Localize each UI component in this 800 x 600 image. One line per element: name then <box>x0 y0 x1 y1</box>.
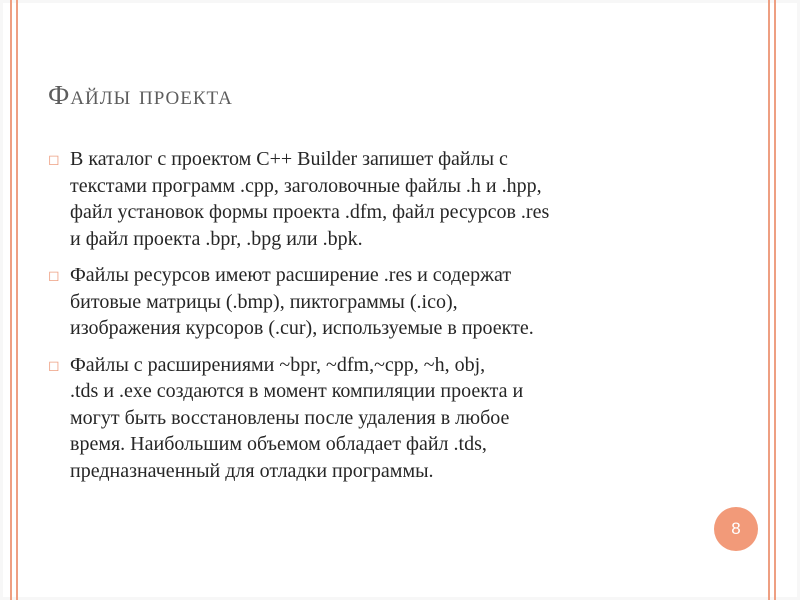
bullet-text: Файлы с расширениями ~bpr, ~dfm,~cpp, ~h, obj, .tds и .exe создаются в момент компиляции проекта и могут быть восстановлены после удаления в любое время. Наибольшим объемом обладает файл .tds, предназначенный для отладки программы. <box>70 353 524 482</box>
slide-title: Файлы проекта <box>48 80 233 110</box>
left-border-line-inner <box>16 0 18 600</box>
bullet-text: Файлы ресурсов имеют расширение .res и содержат битовые матрицы (.bmp), пиктограммы (.ico), изображения курсоров (.cur), используемые в проекте. <box>70 264 534 339</box>
right-border-line-inner <box>768 0 770 600</box>
square-bullet-icon: ◻ <box>48 358 60 374</box>
bullet-item-3 <box>48 352 708 485</box>
bullet-text: В каталог с проектом C++ Builder запишет файлы с текстами программ .cpp, заголовочные файлы .h и .hpp, файл установок формы проекта .dfm, файл ресурсов .res и файл проекта .bpr, .bpg или .bpk. <box>70 148 550 250</box>
square-bullet-icon: ◻ <box>48 269 60 284</box>
bullet-item-1 <box>48 146 708 252</box>
bullet-list <box>48 146 708 494</box>
left-border-line-outer <box>10 0 12 600</box>
right-border-line-outer <box>774 0 776 600</box>
bullet-item-2 <box>48 262 708 342</box>
square-bullet-icon: ◻ <box>48 153 60 168</box>
page-number-badge: 8 <box>714 507 758 551</box>
